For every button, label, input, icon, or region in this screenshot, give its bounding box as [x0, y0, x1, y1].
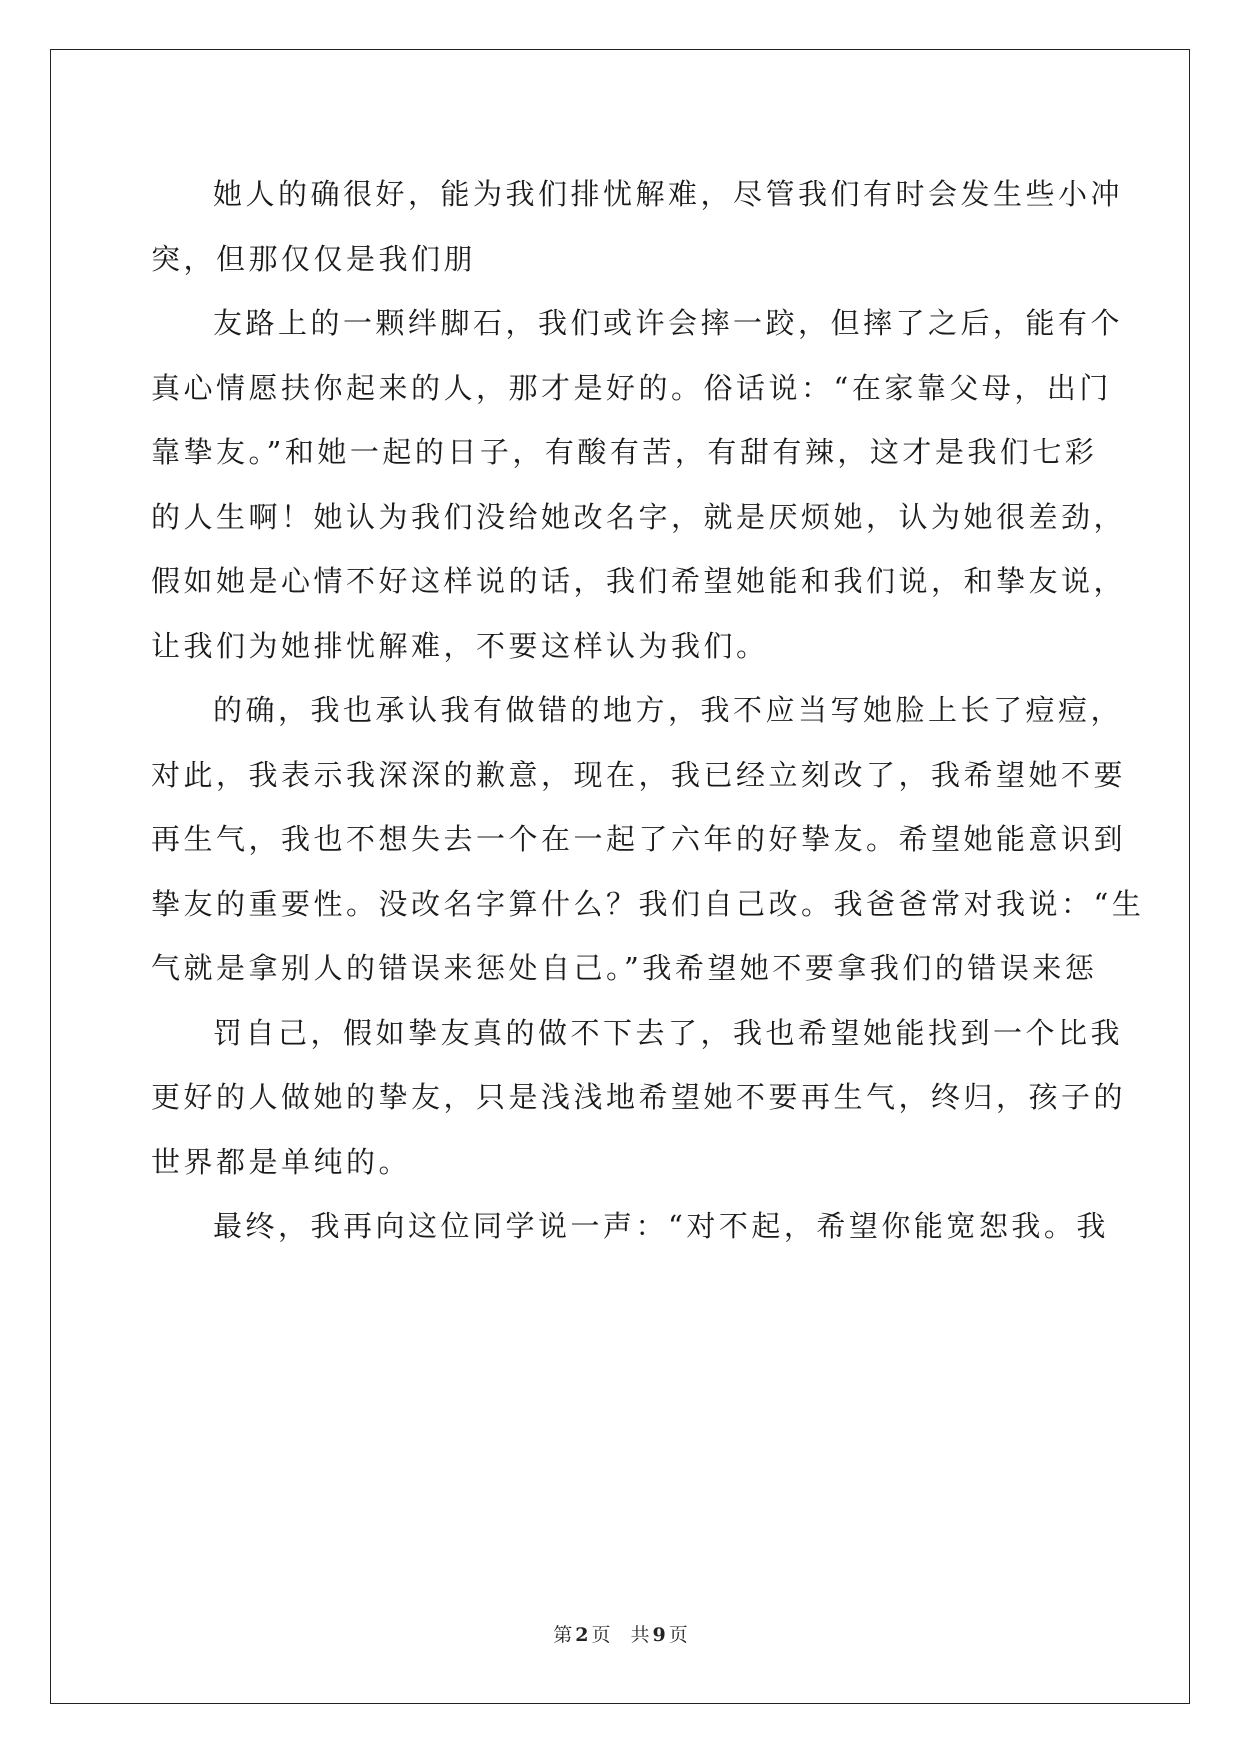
text-line: 靠挚友。”和她一起的日子，有酸有苦，有甜有辣，这才是我们七彩	[151, 435, 1098, 469]
text-line: 罚自己，假如挚友真的做不下去了，我也希望她能找到一个比我	[213, 1015, 1124, 1050]
text-line: 再生气，我也不想失去一个在一起了六年的好挚友。希望她能意识到	[151, 822, 1127, 856]
current-page-number: 2	[575, 1624, 589, 1646]
footer-page-word: 页	[591, 1624, 611, 1646]
text-line: 挚友的重要性。没改名字算什么？我们自己改。我爸爸常对我说：“生	[151, 886, 1145, 921]
total-pages-number: 9	[652, 1624, 666, 1646]
text-line: 对此，我表示我深深的歉意，现在，我已经立刻改了，我希望她不要	[151, 757, 1127, 792]
paragraph	[151, 1001, 1127, 1195]
text-line: 假如她是心情不好这样说的话，我们希望她能和我们说，和挚友说，	[151, 564, 1127, 598]
text-line: 突，但那仅仅是我们朋	[151, 241, 477, 276]
page-footer	[0, 1620, 1241, 1647]
footer-prefix: 第	[553, 1624, 573, 1646]
text-line: 的确，我也承认我有做错的地方，我不应当写她脸上长了痘痘，	[213, 693, 1124, 727]
paragraph	[151, 291, 1127, 678]
paragraph	[151, 678, 1145, 1001]
footer-total-suffix: 页	[668, 1624, 688, 1646]
text-line: 真心情愿扶你起来的人，那才是好的。俗话说：“在家靠父母，出门	[151, 370, 1112, 405]
text-line: 让我们为她排忧解难，不要这样认为我们。	[151, 628, 769, 663]
paragraph	[151, 1194, 1109, 1259]
text-line: 最终，我再向这位同学说一声：“对不起，希望你能宽恕我。我	[213, 1209, 1109, 1243]
footer-total-prefix: 共	[630, 1624, 650, 1646]
text-line: 更好的人做她的挚友，只是浅浅地希望她不要再生气，终归，孩子的	[151, 1080, 1127, 1114]
text-line: 友路上的一颗绊脚石，我们或许会摔一跤，但摔了之后，能有个	[213, 306, 1124, 340]
text-line: 世界都是单纯的。	[151, 1144, 412, 1179]
paragraph	[151, 162, 1124, 291]
text-line: 气就是拿别人的错误来惩处自己。”我希望她不要拿我们的错误来惩	[151, 951, 1098, 985]
text-line: 的人生啊！她认为我们没给她改名字，就是厌烦她，认为她很差劲，	[151, 499, 1127, 534]
text-line: 她人的确很好，能为我们排忧解难，尽管我们有时会发生些小冲	[213, 177, 1124, 211]
document-body	[151, 162, 1145, 1259]
